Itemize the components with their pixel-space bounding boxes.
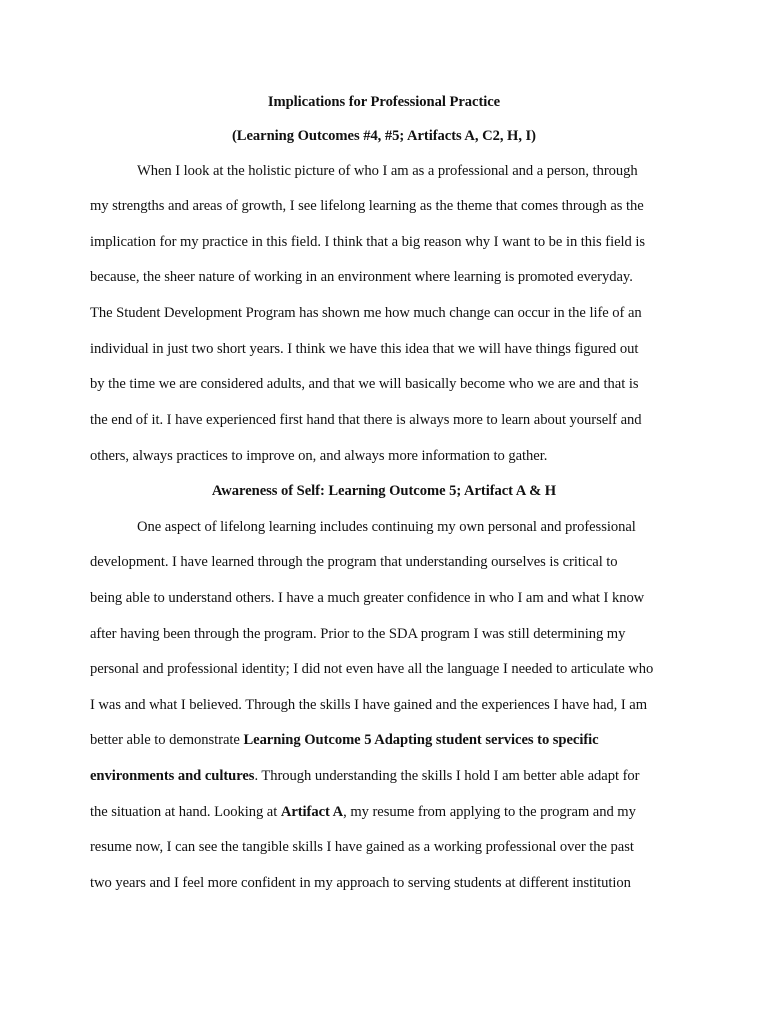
paragraph-line: One aspect of lifelong learning includes continuing my own personal and professional <box>137 519 636 535</box>
paragraph-line <box>90 803 740 821</box>
paragraph-line: being able to understand others. I have a much greater confidence in who I am and what I know <box>90 590 645 606</box>
document-title: Implications for Professional Practice <box>267 94 501 110</box>
paragraph-line: two years and I feel more confident in my approach to serving students at different institution <box>90 875 631 891</box>
paragraph-line: development. I have learned through the program that understanding ourselves is critical to <box>90 554 618 570</box>
paragraph-line: after having been through the program. Prior to the SDA program I was still determining my <box>90 626 626 642</box>
document-subtitle: (Learning Outcomes #4, #5; Artifacts A, C2, H, I) <box>232 128 536 144</box>
paragraph-text: . Through understanding the skills I hold I am better able adapt for <box>254 768 640 784</box>
paragraph-line <box>90 767 740 785</box>
paragraph-line: by the time we are considered adults, and that we will basically become who we are and that is <box>90 376 639 392</box>
learning-outcome-emphasis: environments and cultures <box>90 768 255 784</box>
paragraph-line: my strengths and areas of growth, I see lifelong learning as the theme that comes through as the <box>90 198 644 214</box>
paragraph-text: the situation at hand. Looking at <box>90 804 281 820</box>
paragraph-text: , my resume from applying to the program and my <box>343 804 636 820</box>
section-heading: Awareness of Self: Learning Outcome 5; Artifact A & H <box>211 483 557 499</box>
paragraph-line: others, always practices to improve on, and always more information to gather. <box>90 448 548 464</box>
paragraph-line: personal and professional identity; I did not even have all the language I needed to articulate who <box>90 661 654 677</box>
paragraph-text: better able to demonstrate <box>90 732 244 748</box>
paragraph-line: the end of it. I have experienced first hand that there is always more to learn about yourself and <box>90 412 642 428</box>
paragraph-line: I was and what I believed. Through the skills I have gained and the experiences I have had, I am <box>90 697 647 713</box>
paragraph-line: because, the sheer nature of working in an environment where learning is promoted everyday. <box>90 269 633 285</box>
paragraph-line: individual in just two short years. I think we have this idea that we will have things figured out <box>90 341 639 357</box>
paragraph-line <box>90 731 740 749</box>
learning-outcome-emphasis: Learning Outcome 5 Adapting student services to specific <box>243 732 599 748</box>
paragraph-line: implication for my practice in this field. I think that a big reason why I want to be in this field is <box>90 234 646 250</box>
paragraph-line: When I look at the holistic picture of who I am as a professional and a person, through <box>137 163 638 179</box>
artifact-emphasis: Artifact A <box>280 804 344 820</box>
paragraph-line: resume now, I can see the tangible skills I have gained as a working professional over the past <box>90 839 634 855</box>
paragraph-line: The Student Development Program has shown me how much change can occur in the life of an <box>90 305 642 321</box>
